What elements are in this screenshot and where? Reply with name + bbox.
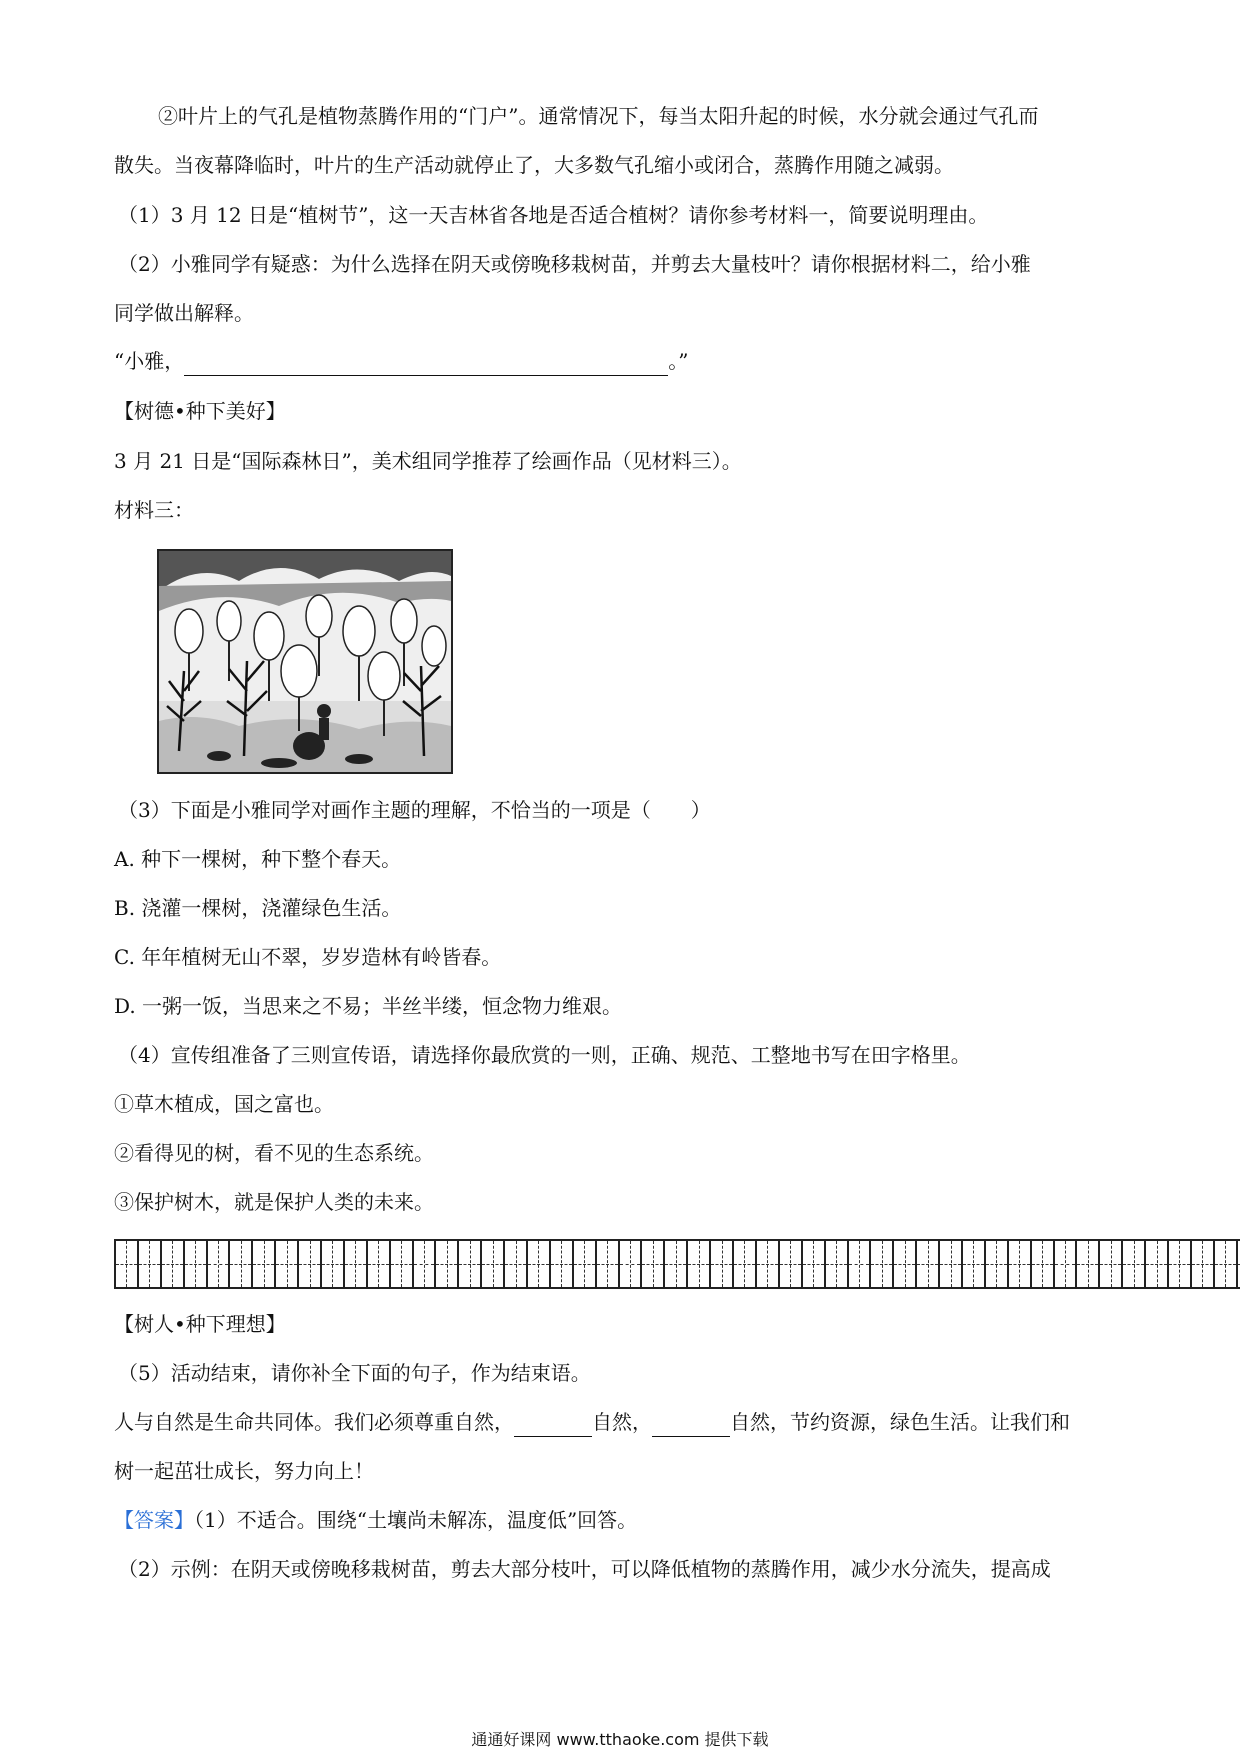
section-intro: 3 月 21 日是“国际森林日”，美术组同学推荐了绘画作品（见材料三）。 xyxy=(114,449,742,473)
grid-cell[interactable] xyxy=(482,1241,505,1287)
grid-cell[interactable] xyxy=(940,1241,963,1287)
grid-cell[interactable] xyxy=(505,1241,528,1287)
grid-cell[interactable] xyxy=(620,1241,643,1287)
material2-line2: 散失。当夜幕降临时，叶片的生产活动就停止了，大多数气孔缩小或闭合，蒸腾作用随之减弱。 xyxy=(114,153,954,177)
grid-cell[interactable] xyxy=(253,1241,276,1287)
grid-cell[interactable] xyxy=(1215,1241,1238,1287)
grid-cell[interactable] xyxy=(1077,1241,1100,1287)
grid-cell[interactable] xyxy=(642,1241,665,1287)
answer-label: 【答案】 xyxy=(114,1508,194,1532)
answer-1-line xyxy=(114,1505,637,1535)
slogan-2: ②看得见的树，看不见的生态系统。 xyxy=(114,1141,434,1165)
grid-cell[interactable] xyxy=(345,1241,368,1287)
page-footer: 通通好课网 www.tthaoke.com 提供下载 xyxy=(471,1730,769,1749)
grid-cell[interactable] xyxy=(894,1241,917,1287)
grid-cell[interactable] xyxy=(803,1241,826,1287)
grid-cell[interactable] xyxy=(826,1241,849,1287)
grid-cell[interactable] xyxy=(688,1241,711,1287)
option-a[interactable]: A. 种下一棵树，种下整个春天。 xyxy=(114,847,402,871)
grid-cell[interactable] xyxy=(1192,1241,1215,1287)
blank-2[interactable] xyxy=(652,1414,730,1437)
grid-cell[interactable] xyxy=(391,1241,414,1287)
grid-cell[interactable] xyxy=(1009,1241,1032,1287)
grid-cell[interactable] xyxy=(711,1241,734,1287)
slogan-1: ①草木植成，国之富也。 xyxy=(114,1092,334,1116)
option-b[interactable]: B. 浇灌一棵树，浇灌绿色生活。 xyxy=(114,896,402,920)
grid-cell[interactable] xyxy=(757,1241,780,1287)
grid-cell[interactable] xyxy=(780,1241,803,1287)
question-2-line2: 同学做出解释。 xyxy=(114,301,254,325)
grid-cell[interactable] xyxy=(162,1241,185,1287)
grid-cell[interactable] xyxy=(665,1241,688,1287)
grid-cell[interactable] xyxy=(986,1241,1009,1287)
grid-cell[interactable] xyxy=(116,1241,139,1287)
question-5-sentence-line1 xyxy=(114,1407,1070,1437)
grid-cell[interactable] xyxy=(551,1241,574,1287)
tianzige-writing-grid[interactable] xyxy=(114,1239,1240,1289)
grid-cell[interactable] xyxy=(849,1241,872,1287)
q5-part1: 人与自然是生命共同体。我们必须尊重自然， xyxy=(114,1410,514,1434)
section-title-shuren: 【树人•种下理想】 xyxy=(114,1312,286,1336)
answer-1-text: （1）不适合。围绕“土壤尚未解冻，温度低”回答。 xyxy=(194,1508,638,1532)
grid-cell[interactable] xyxy=(208,1241,231,1287)
grid-cell[interactable] xyxy=(1032,1241,1055,1287)
grid-cell[interactable] xyxy=(322,1241,345,1287)
grid-cell[interactable] xyxy=(436,1241,459,1287)
forest-painting-image xyxy=(159,551,451,772)
question-4-stem: （4）宣传组准备了三则宣传语，请选择你最欣赏的一则，正确、规范、工整地书写在田字格里。 xyxy=(118,1043,971,1067)
question-1: （1）3 月 12 日是“植树节”，这一天吉林省各地是否适合植树？请你参考材料一，简要说明理由。 xyxy=(118,203,989,227)
question-2-line1: （2）小雅同学有疑惑：为什么选择在阴天或傍晚移栽树苗，并剪去大量枝叶？请你根据材料二，给小雅 xyxy=(118,252,1031,276)
material2-line1: ②叶片上的气孔是植物蒸腾作用的“门户”。通常情况下，每当太阳升起的时候，水分就会通过气孔而 xyxy=(158,104,1039,128)
grid-cell[interactable] xyxy=(414,1241,437,1287)
q5-part3: 自然，节约资源，绿色生活。让我们和 xyxy=(730,1410,1070,1434)
grid-cell[interactable] xyxy=(963,1241,986,1287)
grid-cell[interactable] xyxy=(299,1241,322,1287)
grid-cell[interactable] xyxy=(917,1241,940,1287)
slogan-3: ③保护树木，就是保护人类的未来。 xyxy=(114,1190,434,1214)
answer-2-line: （2）示例：在阴天或傍晚移栽树苗，剪去大部分枝叶，可以降低植物的蒸腾作用，减少水分流失，提高成 xyxy=(118,1557,1051,1581)
grid-cell[interactable] xyxy=(528,1241,551,1287)
grid-cell[interactable] xyxy=(276,1241,299,1287)
grid-cell[interactable] xyxy=(1055,1241,1078,1287)
grid-cell[interactable] xyxy=(1169,1241,1192,1287)
question-5-sentence-line2: 树一起茁壮成长，努力向上！ xyxy=(114,1459,374,1483)
grid-cell[interactable] xyxy=(230,1241,253,1287)
material3-label: 材料三： xyxy=(114,498,194,522)
blank-1[interactable] xyxy=(514,1414,592,1437)
grid-cell[interactable] xyxy=(597,1241,620,1287)
grid-cell[interactable] xyxy=(368,1241,391,1287)
grid-cell[interactable] xyxy=(574,1241,597,1287)
answer-suffix: 。” xyxy=(668,349,689,373)
grid-cell[interactable] xyxy=(871,1241,894,1287)
material3-painting xyxy=(157,549,453,774)
grid-cell[interactable] xyxy=(139,1241,162,1287)
option-c[interactable]: C. 年年植树无山不翠，岁岁造林有岭皆春。 xyxy=(114,945,502,969)
grid-cell[interactable] xyxy=(459,1241,482,1287)
question-5-stem: （5）活动结束，请你补全下面的句子，作为结束语。 xyxy=(118,1361,591,1385)
q5-part2: 自然， xyxy=(592,1410,652,1434)
question-3-stem: （3）下面是小雅同学对画作主题的理解，不恰当的一项是（ ） xyxy=(118,798,711,822)
section-title-shude: 【树德•种下美好】 xyxy=(114,399,286,423)
answer-prefix: “小雅， xyxy=(114,349,185,373)
grid-cell[interactable] xyxy=(1146,1241,1169,1287)
answer-blank[interactable] xyxy=(184,353,668,376)
grid-cell[interactable] xyxy=(734,1241,757,1287)
grid-cell[interactable] xyxy=(1123,1241,1146,1287)
grid-cell[interactable] xyxy=(1100,1241,1123,1287)
option-d[interactable]: D. 一粥一饭，当思来之不易；半丝半缕，恒念物力维艰。 xyxy=(114,994,623,1018)
question-2-answer-line xyxy=(114,346,688,376)
grid-cell[interactable] xyxy=(185,1241,208,1287)
